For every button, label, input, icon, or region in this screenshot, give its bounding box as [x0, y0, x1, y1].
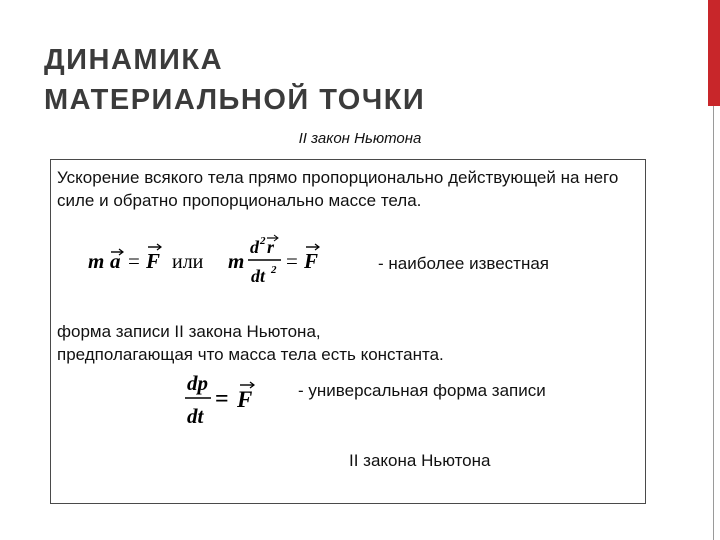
formula1-numerator-d: d: [250, 237, 259, 257]
slide-title: [44, 40, 425, 120]
title-line-2: МАТЕРИАЛЬНОЙ ТОЧКИ: [44, 84, 426, 116]
formula1-m: m: [88, 249, 105, 273]
side-divider: [713, 106, 714, 540]
note-universal-continued: II закона Ньютона: [349, 451, 491, 470]
formula1-numerator-r: r: [267, 237, 275, 257]
paragraph2-line2: предполагающая что масса тела есть константа.: [57, 345, 444, 364]
formula-newton-2-universal: [183, 369, 263, 431]
paragraph-definition: Ускорение всякого тела прямо пропорционально действующей на него силе и обратно пропорционально массе тела.: [57, 168, 619, 210]
paragraph-constant-mass: [57, 320, 647, 366]
formula1-or: или: [172, 251, 204, 273]
subtitle: II закон Ньютона: [298, 130, 422, 147]
formula1-equals: =: [128, 249, 140, 273]
formula1-denominator: dt: [251, 266, 266, 286]
formula1-F2: F: [304, 249, 319, 273]
formula1-denominator-exp: 2: [271, 264, 277, 276]
accent-bar: [708, 0, 720, 106]
formula2-numerator: dp: [187, 371, 208, 395]
formula-newton-2-classic: [88, 232, 338, 290]
title-line-1: ДИНАМИКА: [44, 44, 224, 76]
formula1-numerator-exp: 2: [260, 235, 266, 247]
formula1-m2: m: [228, 249, 245, 273]
formula2-equals: =: [215, 386, 229, 412]
formula1-equals-2: =: [286, 249, 298, 273]
note-universal: - универсальная форма записи: [298, 381, 546, 400]
formula2-denominator: dt: [187, 404, 204, 428]
formula1-a: a: [110, 249, 121, 273]
note-most-known: - наиболее известная: [378, 254, 550, 273]
paragraph2-line1: форма записи II закона Ньютона,: [57, 322, 321, 341]
formula2-F: F: [237, 387, 253, 412]
formula1-F: F: [146, 249, 161, 273]
